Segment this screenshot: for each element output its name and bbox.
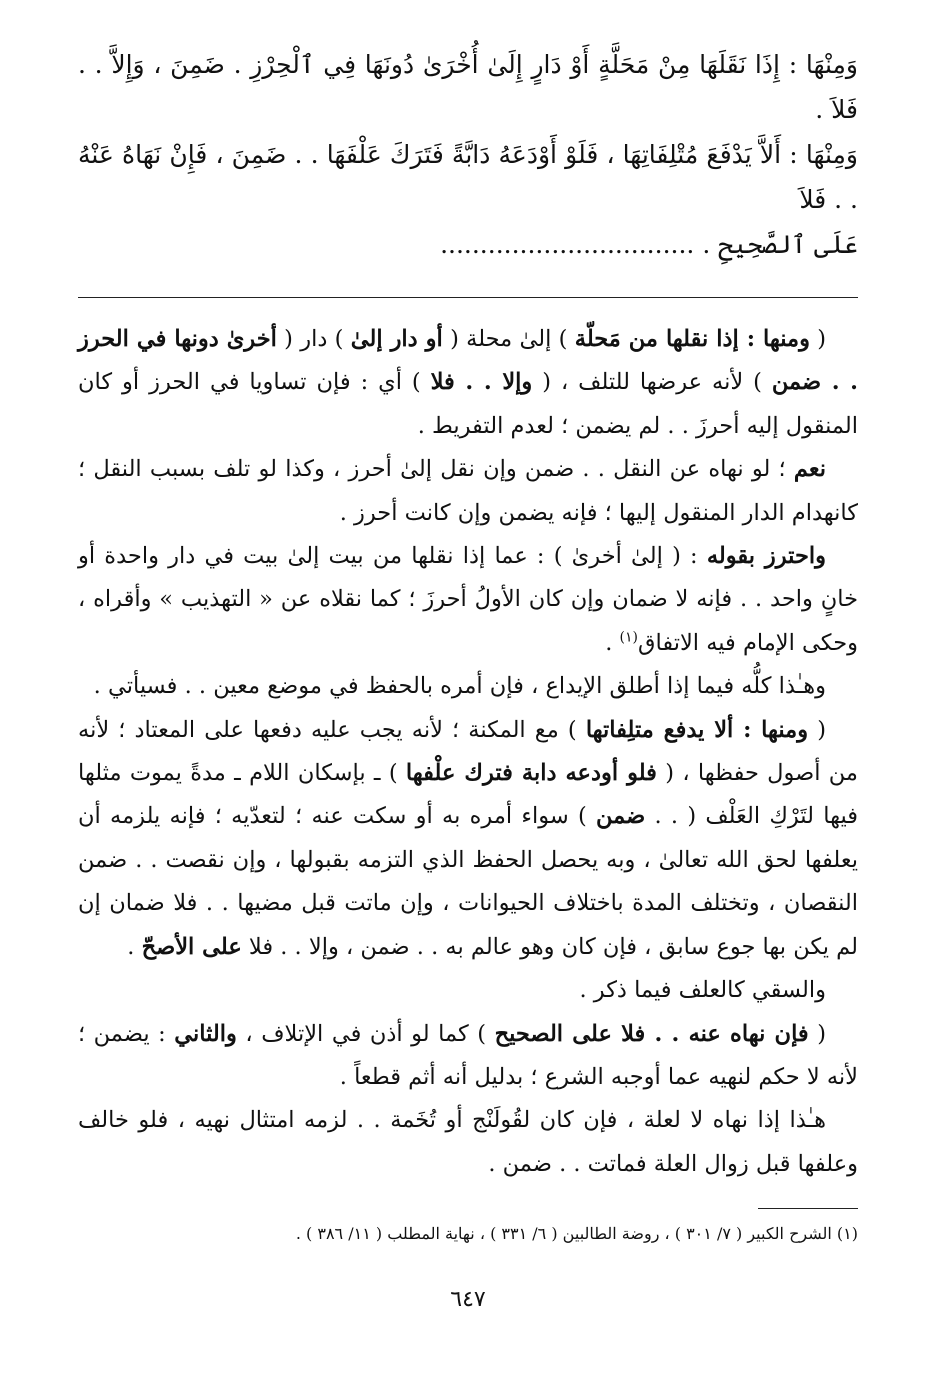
text-run: ) لأنه عرضها للتلف ، ( [532,369,772,396]
quoted-matn: ومنها : ألا يدفع متلِفاتها [585,716,809,743]
book-page [78,42,858,1362]
matn-text [78,42,858,267]
text-run: ) كما لو أذن في الإتلاف ، [236,1020,495,1047]
text-run: ؛ لو نهاه عن النقل . . ضمن وإن نقل إلىٰ أحرز ، وكذا لو تلف بسبب النقل ؛ كانهدام الدار المنقول إليها ؛ فإنه يضمن وإن كانت أحرز . [78,456,858,526]
footnote-divider [758,1208,858,1209]
sharh-paragraph [78,448,858,535]
text-run: ) ـ بإسكان اللام ـ مدةً يموت مثلها فيها لتَرْكِ العَلْف ( . . [78,760,858,830]
text-run: ) دار ( [276,326,351,352]
text-run: ) إلىٰ محلة ( [442,326,575,352]
text-run: ( [808,716,826,743]
matn-line [78,222,858,267]
sharh-paragraph: وهـٰذا كلُّه فيما إذا أطلق الإيداع ، فإن أمره بالحفظ في موضع معين . . فسيأتي . [93,673,826,700]
text-run: . [127,933,142,960]
text-run: : يضمن ؛ لأنه لا حكم لنهيه عما أوجبه الشرع ؛ بدليل أنه أثم قطعاً . [78,1020,858,1090]
text-run: : ( إلىٰ أخرىٰ ) : عما إذا نقلها من بيت إلىٰ بيت في دار واحدة أو خانٍ واحد . . فإنه لا ضمان وإن كان الأولُ أحرزَ ؛ كما نقلاه عن « التهذيب » وأقراه ، وحكى الإمام فيه الاتفاق [78,543,858,656]
text-run: ( [808,1020,826,1047]
quoted-matn: وإلا . . فلا [430,369,533,396]
sharh-paragraph [78,318,858,448]
text-run: ( [809,326,827,352]
sharh-paragraph [78,1013,858,1100]
sharh-paragraph [78,535,858,665]
text-run: ) أي : فإن تساويا في الحرز أو كان المنقول إليه أحرزَ . . لم يضمن ؛ لعدم التفريط . [78,369,858,439]
quoted-matn: أخرىٰ دونها في الحرز . . ضمن [78,326,859,396]
quoted-matn: ومنها : إذا نقلها من مَحلّة [574,326,810,352]
matn-divider [78,297,858,298]
matn-dots: ................................ [440,230,695,259]
text-run: ) مع المكنة ؛ لأنه يجب عليه دفعها على المعتاد ؛ لأنه من أصول حفظها ، ( [78,716,858,787]
page-number: ٦٤٧ [450,1287,486,1312]
footnote: (١) الشرح الكبير ( ٧/ ٣٠١ ) ، روضة الطالبين ( ٦/ ٣٣١ ) ، نهاية المطلب ( ١١/ ٣٨٦ ) . [295,1224,858,1244]
sharh-paragraph: والسقي كالعلف فيما ذكر . [579,977,826,1004]
matn-line: وَمِنْهَا : أَلاَّ يَدْفَعَ مُتْلِفَاتِهَا ، فَلَوْ أَوْدَعَهُ دَابَّةً فَتَرَكَ عَلْفَهَا . . ضَمِنَ ، فَإِنْ نَهَاهُ عَنْهُ . . فَلاَ [78,140,858,214]
bold-keyword: نعم [793,456,826,483]
bold-keyword: والثاني [174,1020,237,1047]
quoted-matn: أو دار إلىٰ [350,326,443,352]
quoted-matn: على الأصحّ [141,933,242,960]
quoted-matn: فلو أودعه دابة فترك علْفها [405,760,657,787]
text-run: ) سواء أمره به أو سكت عنه ؛ لتعدّيه ؛ فإنه يلزمه أن يعلفها لحق الله تعالىٰ ، وبه يحصل الحفظ الذي التزمه بقبولها ، وإن نقصت . . ضمن النقصان ، وتختلف المدة باختلاف الحيوانات ، وإن ماتت قبل مضيها . . فلا ضمان إن لم يكن بها جوع سابق ، فإن كان وهو عالم به . . ضمن ، وإلا . . فلا [78,803,858,960]
quoted-matn: ضمن [596,803,646,830]
text-run: . [605,629,620,656]
bold-keyword: واحترز بقوله [706,543,826,570]
matn-line-end: عَلَى ٱلصَّحِيحِ . [702,230,858,259]
footnote-ref[interactable]: (١) [619,629,639,646]
sharh-paragraph [78,709,858,969]
matn-line: وَمِنْهَا : إِذَا نَقَلَهَا مِنْ مَحَلَّةٍ أَوْ دَارٍ إِلَىٰ أُخْرَىٰ دُونَهَا فِي ٱلْحِرْزِ . ضَمِنَ ، وَإِلاَّ . . فَلاَ . [78,50,858,124]
sharh-text [78,318,858,1186]
quoted-matn: فإن نهاه عنه . . فلا على الصحيح [494,1020,809,1047]
sharh-paragraph: هـٰذا إذا نهاه لا لعلة ، فإن كان لقُولَنْج أو تُخَمة . . لزمه امتثال نهيه ، فلو خالف وعلفها قبل زوال العلة فماتت . . ضمن . [78,1107,858,1177]
